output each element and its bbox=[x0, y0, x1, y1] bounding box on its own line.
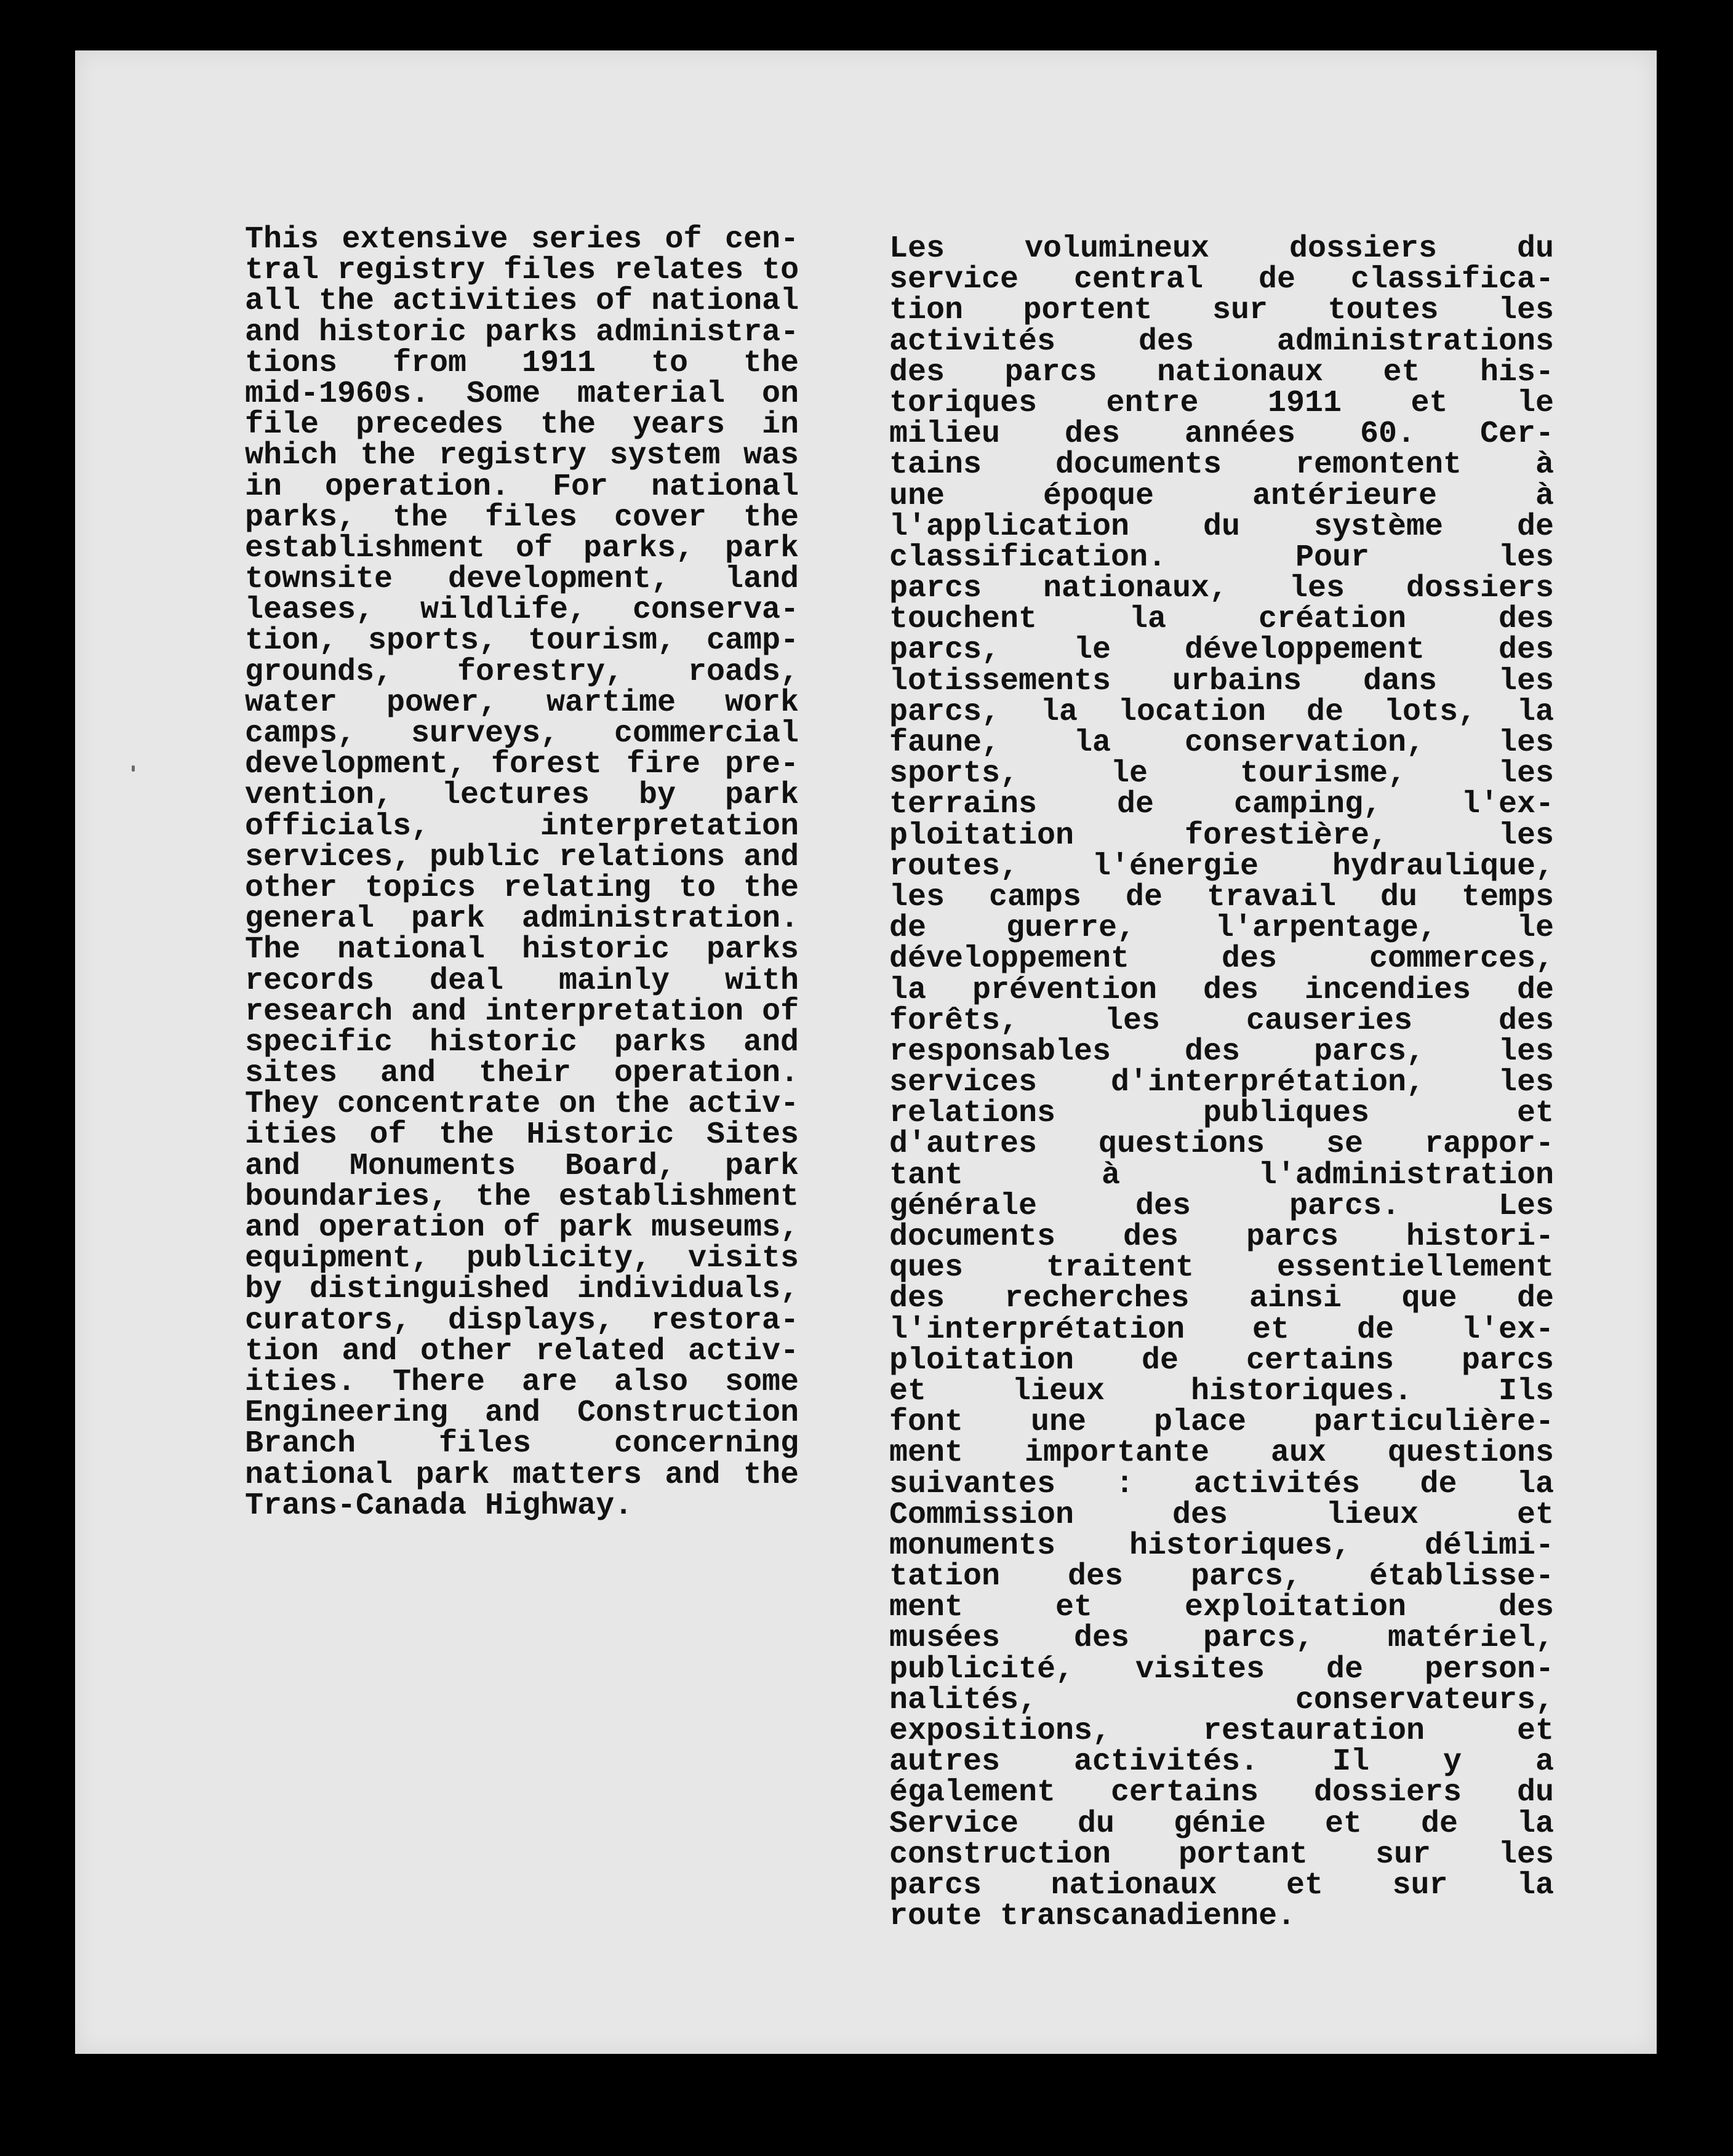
french-text-line: de guerre, l'arpentage, le bbox=[889, 911, 1554, 946]
french-text-line: faune, la conservation, les bbox=[889, 725, 1554, 761]
french-text-line: activités des administrations bbox=[889, 324, 1554, 359]
english-text-line: Trans-Canada Highway. bbox=[245, 1488, 633, 1523]
english-text-line: grounds, forestry, roads, bbox=[245, 654, 799, 690]
french-text-line: les camps de travail du temps bbox=[889, 879, 1554, 915]
french-text-line: la prévention des incendies de bbox=[889, 972, 1554, 1008]
english-text-line: and historic parks administra- bbox=[245, 314, 799, 350]
french-text-line: toriques entre 1911 et le bbox=[889, 385, 1554, 421]
french-text-line: sports, le tourisme, les bbox=[889, 756, 1554, 792]
french-text-line: tation des parcs, établisse- bbox=[889, 1559, 1554, 1595]
english-text-line: specific historic parks and bbox=[245, 1024, 799, 1060]
french-text-line: autres activités. Il y a bbox=[889, 1744, 1554, 1780]
french-text-line: l'interprétation et de l'ex- bbox=[889, 1312, 1554, 1348]
french-text-line: monuments historiques, délimi- bbox=[889, 1528, 1554, 1563]
french-text-line: générale des parcs. Les bbox=[889, 1188, 1554, 1224]
french-text-line: ploitation forestière, les bbox=[889, 818, 1554, 853]
english-text-line: tion, sports, tourism, camp- bbox=[245, 623, 799, 659]
french-text-line: expositions, restauration et bbox=[889, 1714, 1554, 1749]
french-text-line: publicité, visites de person- bbox=[889, 1651, 1554, 1687]
french-text-line: forêts, les causeries des bbox=[889, 1003, 1554, 1039]
french-text-line: d'autres questions se rappor- bbox=[889, 1127, 1554, 1162]
french-text-line: tion portent sur toutes les bbox=[889, 293, 1554, 329]
french-text-line: des parcs nationaux et his- bbox=[889, 354, 1554, 390]
french-text-line: services d'interprétation, les bbox=[889, 1065, 1554, 1101]
scan-speck bbox=[132, 765, 135, 772]
english-text-line: townsite development, land bbox=[245, 562, 799, 597]
english-text-line: sites and their operation. bbox=[245, 1056, 799, 1092]
french-text-line: nalités, conservateurs, bbox=[889, 1682, 1554, 1718]
french-text-line: des recherches ainsi que de bbox=[889, 1281, 1554, 1317]
french-text-line: ploitation de certains parcs bbox=[889, 1343, 1554, 1378]
english-text-line: curators, displays, restora- bbox=[245, 1303, 799, 1338]
english-text-line: file precedes the years in bbox=[245, 407, 799, 443]
french-text-line: suivantes : activités de la bbox=[889, 1466, 1554, 1502]
french-text-line: une époque antérieure à bbox=[889, 478, 1554, 514]
english-text-line: boundaries, the establishment bbox=[245, 1179, 799, 1215]
english-text-line: development, forest fire pre- bbox=[245, 747, 799, 783]
french-text-line: également certains dossiers du bbox=[889, 1775, 1554, 1811]
english-text-line: records deal mainly with bbox=[245, 963, 799, 999]
english-text-line: which the registry system was bbox=[245, 438, 799, 474]
french-text-line: ment et exploitation des bbox=[889, 1590, 1554, 1626]
english-text-line: establishment of parks, park bbox=[245, 530, 799, 566]
english-text-line: This extensive series of cen- bbox=[245, 222, 799, 257]
english-text-line: Branch files concerning bbox=[245, 1426, 799, 1462]
french-text-line: et lieux historiques. Ils bbox=[889, 1373, 1554, 1409]
english-text-line: Engineering and Construction bbox=[245, 1395, 799, 1431]
english-text-line: all the activities of national bbox=[245, 284, 799, 319]
french-text-line: relations publiques et bbox=[889, 1096, 1554, 1132]
english-text-line: water power, wartime work bbox=[245, 685, 799, 721]
french-text-line: ment importante aux questions bbox=[889, 1435, 1554, 1471]
english-text-line: services, public relations and bbox=[245, 839, 799, 875]
english-text-line: other topics relating to the bbox=[245, 870, 799, 906]
english-text-line: They concentrate on the activ- bbox=[245, 1087, 799, 1122]
french-text-line: Commission des lieux et bbox=[889, 1497, 1554, 1533]
french-text-line: parcs nationaux, les dossiers bbox=[889, 571, 1554, 607]
french-text-line: routes, l'énergie hydraulique, bbox=[889, 848, 1554, 884]
french-text-line: musées des parcs, matériel, bbox=[889, 1621, 1554, 1656]
english-text-line: mid-1960s. Some material on bbox=[245, 376, 799, 412]
french-text-line: ques traitent essentiellement bbox=[889, 1250, 1554, 1286]
french-text-line: développement des commerces, bbox=[889, 941, 1554, 977]
english-text-line: parks, the files cover the bbox=[245, 500, 799, 535]
french-text-line: parcs, la location de lots, la bbox=[889, 694, 1554, 730]
french-text-line: tant à l'administration bbox=[889, 1157, 1554, 1193]
french-text-line: service central de classifica- bbox=[889, 262, 1554, 298]
french-text-line: lotissements urbains dans les bbox=[889, 663, 1554, 699]
english-text-line: and Monuments Board, park bbox=[245, 1148, 799, 1184]
document-page bbox=[75, 50, 1657, 2054]
french-text-line: classification. Pour les bbox=[889, 540, 1554, 575]
english-text-line: and operation of park museums, bbox=[245, 1210, 799, 1245]
french-text-line: route transcanadienne. bbox=[889, 1899, 1296, 1934]
french-text-line: Service du génie et de la bbox=[889, 1806, 1554, 1842]
english-text-line: equipment, publicity, visits bbox=[245, 1241, 799, 1277]
english-text-line: vention, lectures by park bbox=[245, 778, 799, 813]
english-text-line: in operation. For national bbox=[245, 469, 799, 505]
french-text-line: documents des parcs histori- bbox=[889, 1220, 1554, 1255]
english-text-line: research and interpretation of bbox=[245, 994, 799, 1029]
english-text-line: by distinguished individuals, bbox=[245, 1272, 799, 1308]
english-text-line: ities. There are also some bbox=[245, 1364, 799, 1400]
english-text-line: ities of the Historic Sites bbox=[245, 1117, 799, 1153]
french-text-line: milieu des années 60. Cer- bbox=[889, 417, 1554, 452]
french-text-line: terrains de camping, l'ex- bbox=[889, 787, 1554, 823]
french-text-line: construction portant sur les bbox=[889, 1837, 1554, 1872]
french-text-line: tains documents remontent à bbox=[889, 447, 1554, 483]
french-text-line: Les volumineux dossiers du bbox=[889, 231, 1554, 266]
french-text-line: responsables des parcs, les bbox=[889, 1034, 1554, 1069]
english-text-line: The national historic parks bbox=[245, 932, 799, 968]
french-text-line: font une place particulière- bbox=[889, 1405, 1554, 1440]
english-text-line: general park administration. bbox=[245, 901, 799, 937]
english-text-line: national park matters and the bbox=[245, 1457, 799, 1493]
french-text-line: touchent la création des bbox=[889, 602, 1554, 637]
english-text-line: tion and other related activ- bbox=[245, 1333, 799, 1369]
english-text-line: officials, interpretation bbox=[245, 808, 799, 844]
english-text-line: tral registry files relates to bbox=[245, 253, 799, 289]
english-column bbox=[245, 222, 799, 1523]
french-text-line: l'application du système de bbox=[889, 509, 1554, 545]
english-text-line: leases, wildlife, conserva- bbox=[245, 593, 799, 628]
english-text-line: camps, surveys, commercial bbox=[245, 716, 799, 751]
french-column bbox=[889, 231, 1554, 1934]
french-text-line: parcs nationaux et sur la bbox=[889, 1867, 1554, 1903]
english-text-line: tions from 1911 to the bbox=[245, 345, 799, 381]
french-text-line: parcs, le développement des bbox=[889, 633, 1554, 668]
